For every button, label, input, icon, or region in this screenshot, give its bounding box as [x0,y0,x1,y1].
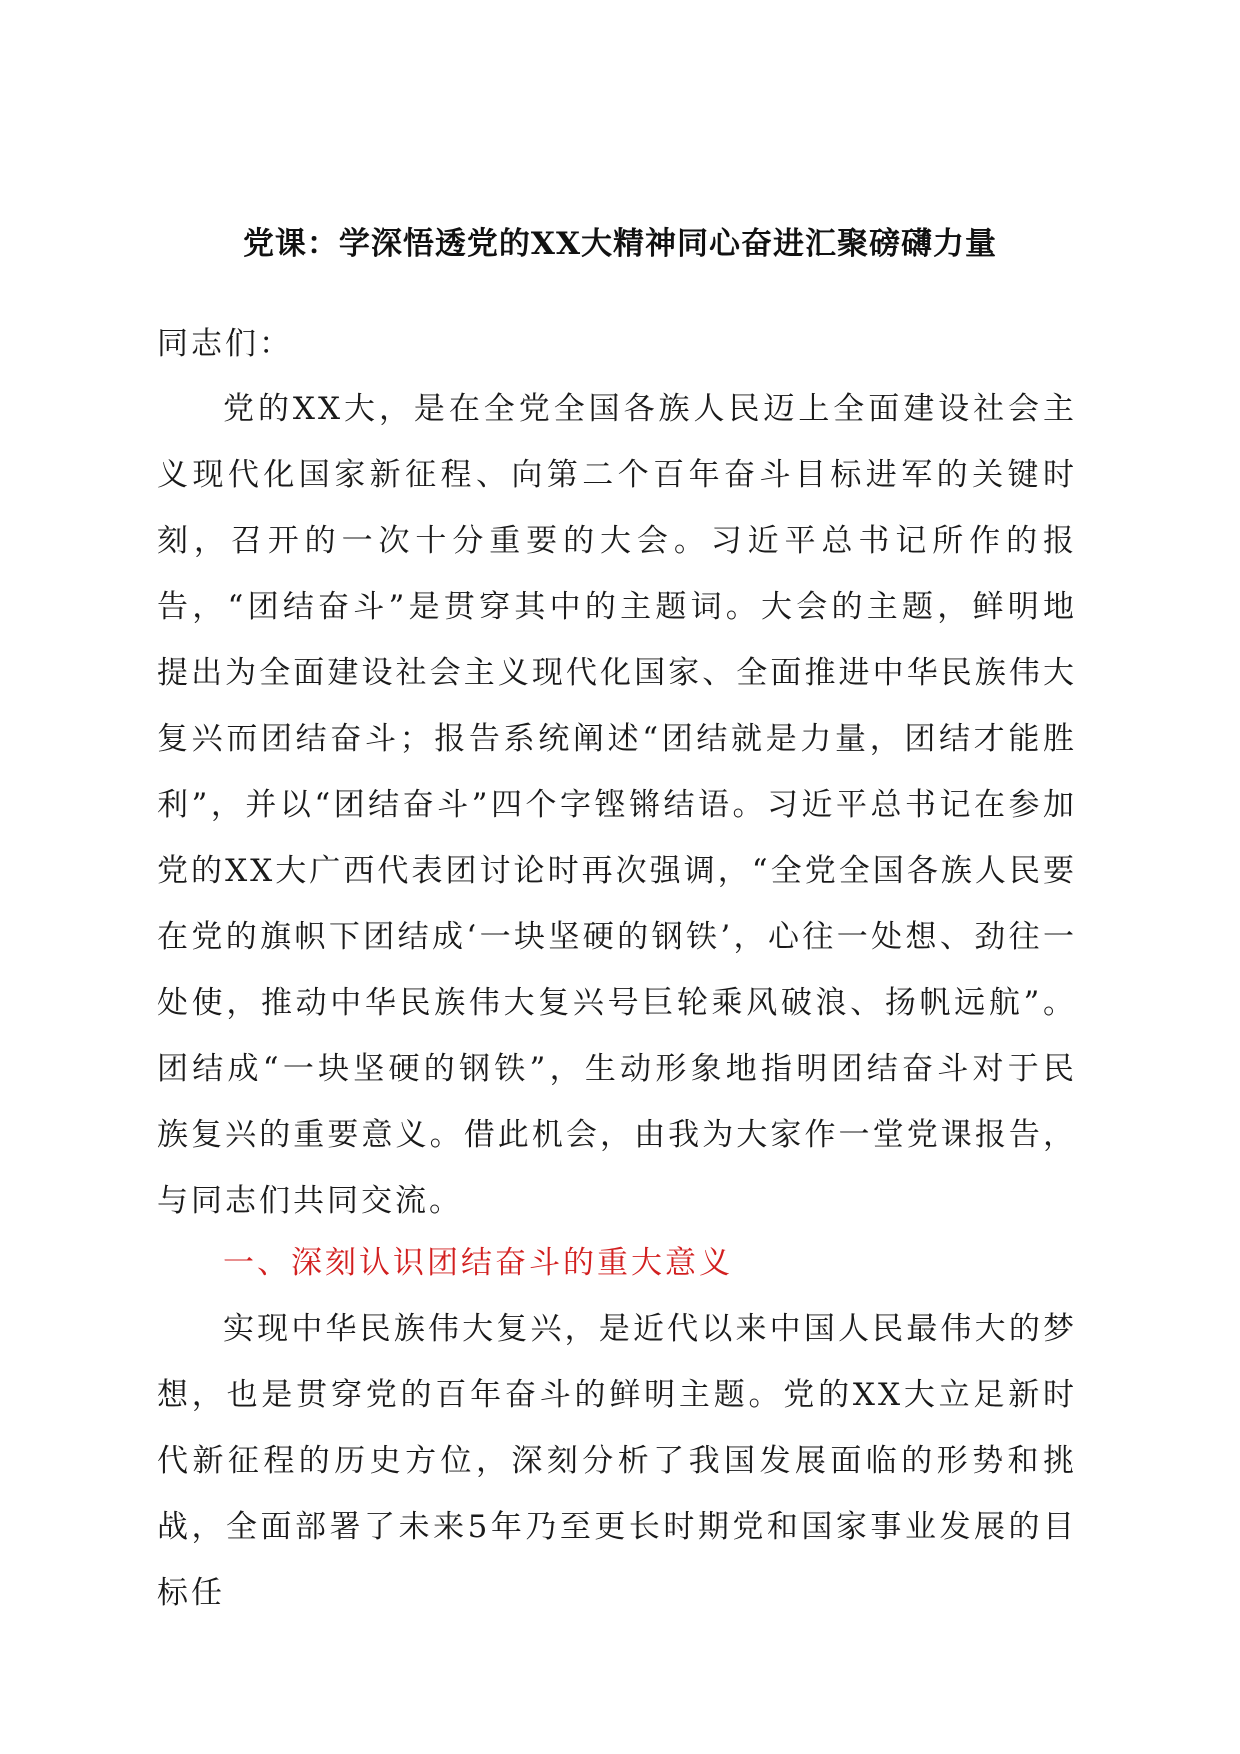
section-heading-1: 一、深刻认识团结奋斗的重大意义 [223,1245,733,1281]
document-title: 党课：学深悟透党的XX大精神同心奋进汇聚磅礴力量 [242,226,998,262]
paragraph-intro: 党的XX大，是在全党全国各族人民迈上全面建设社会主义现代化国家新征程、向第二个百年奋斗目标进军的关键时刻，召开的一次十分重要的大会。习近平总书记所作的报告，“团结奋斗”是贯穿其中的主题词。大会的主题，鲜明地提出为全面建设社会主义现代化国家、全面推进中华民族伟大复兴而团结奋斗；报告系统阐述“团结就是力量，团结才能胜利”，并以“团结奋斗”四个字铿锵结语。习近平总书记在参加党的XX大广西代表团讨论时再次强调，“全党全国各族人民要在党的旗帜下团结成‘一块坚硬的钢铁’，心往一处想、劲往一处使，推动中华民族伟大复兴号巨轮乘风破浪、扬帆远航”。团结成“一块坚硬的钢铁”，生动形象地指明团结奋斗对于民族复兴的重要意义。借此机会，由我为大家作一堂党课报告，与同志们共同交流。 [157,391,1077,1219]
paragraph-section-1: 实现中华民族伟大复兴，是近代以来中国人民最伟大的梦想，也是贯穿党的百年奋斗的鲜明主题。党的XX大立足新时代新征程的历史方位，深刻分析了我国发展面临的形势和挑战，全面部署了未来5年乃至更长时期党和国家事业发展的目标任 [157,1311,1077,1611]
salutation: 同志们： [157,326,293,362]
